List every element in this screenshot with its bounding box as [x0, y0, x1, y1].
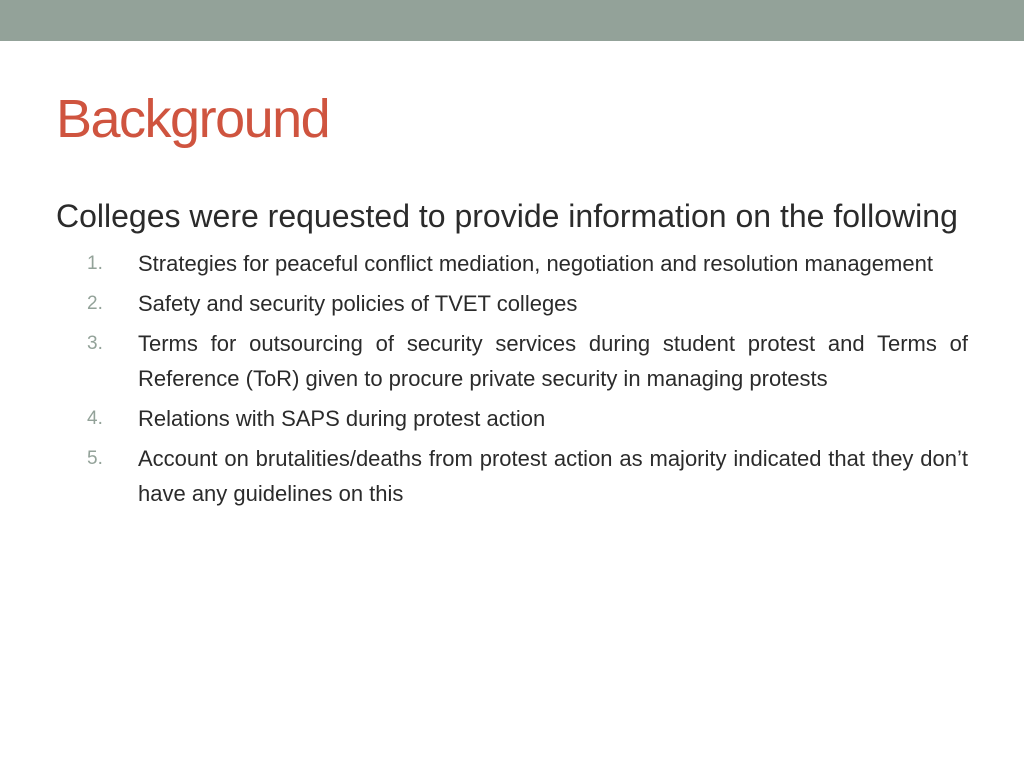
list-item [56, 401, 968, 436]
list-item-text: Account on brutalities/deaths from protest action as majority indicated that they don’t have any guidelines on this [138, 446, 968, 506]
list-item-text: Safety and security policies of TVET colleges [138, 291, 578, 316]
top-accent-bar [0, 0, 1024, 41]
slide-title: Background [56, 89, 330, 149]
list-item-text: Strategies for peaceful conflict mediation, negotiation and resolution management [138, 251, 933, 276]
list-item-number: 4. [87, 408, 103, 429]
list-item-number: 3. [87, 333, 103, 354]
list-item [56, 441, 968, 511]
list-item-text: Terms for outsourcing of security services during student protest and Terms of Reference (ToR) given to procure private security in managing protests [138, 331, 968, 391]
intro-text: Colleges were requested to provide information on the following [56, 198, 958, 234]
list-item-text: Relations with SAPS during protest action [138, 406, 546, 431]
list-item-number: 1. [87, 253, 103, 274]
slide-body [56, 192, 968, 516]
list-item [56, 246, 968, 281]
list-item [56, 326, 968, 396]
list-item [56, 286, 968, 321]
list-item-number: 2. [87, 293, 103, 314]
list-item-number: 5. [87, 448, 103, 469]
numbered-list [56, 246, 968, 511]
